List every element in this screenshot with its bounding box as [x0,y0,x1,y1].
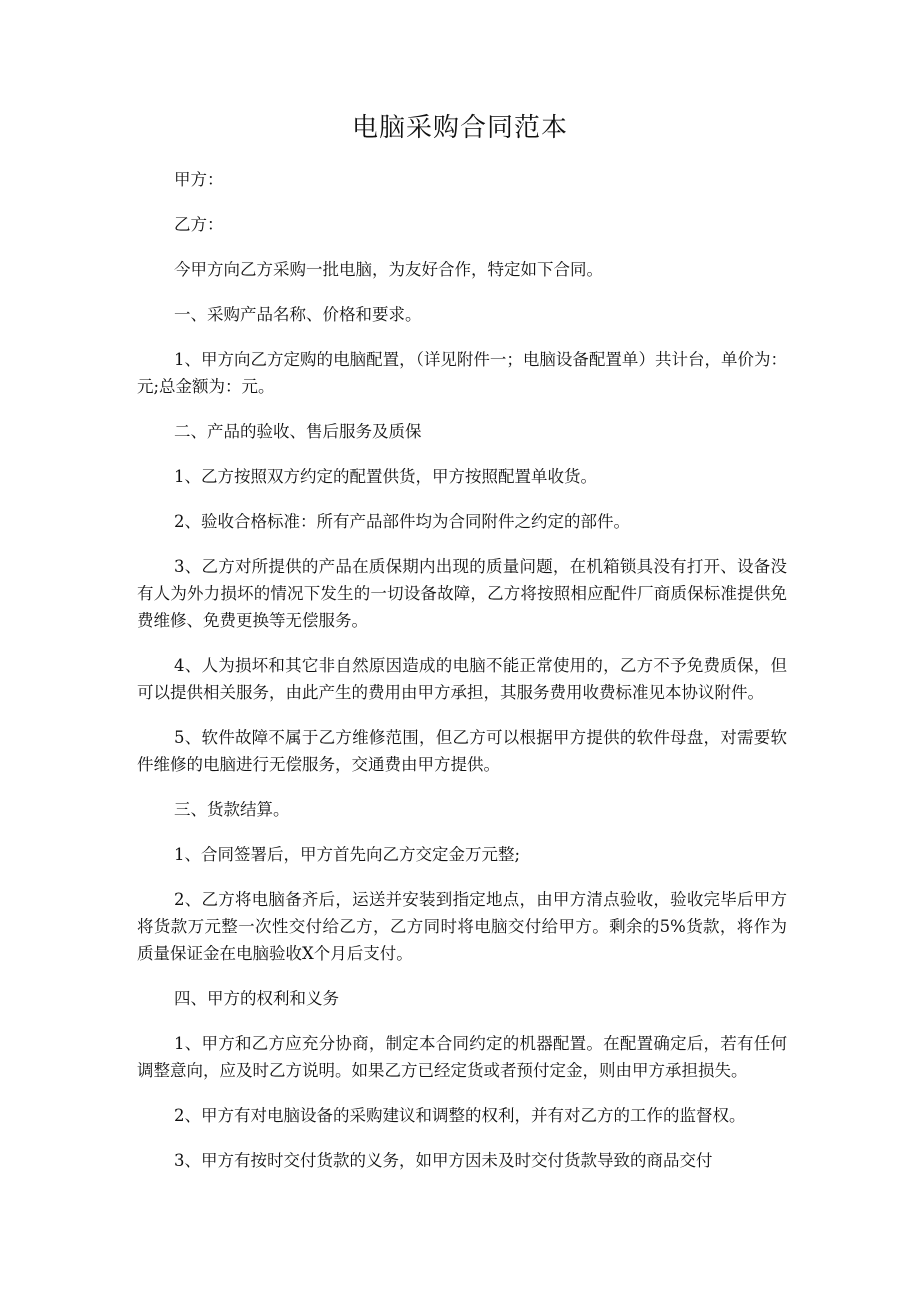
party-a-line: 甲方： [174,170,224,189]
clause-4-2: 2、甲方有对电脑设备的采购建议和调整的权利，并有对乙方的工作的监督权。 [174,1106,746,1125]
preamble-paragraph: 今甲方向乙方采购一批电脑，为友好合作，特定如下合同。 [174,260,603,279]
clause-2-2: 2、验收合格标准：所有产品部件均为合同附件之约定的部件。 [174,512,630,531]
clause-4-1: 1、甲方和乙方应充分协商，制定本合同约定的机器配置。在配置确定后，若有任何调整意向，应及时乙方说明。如果乙方已经定货或者预付定金，则由甲方承担损失。 [137,1034,787,1080]
clause-2-3: 3、乙方对所提供的产品在质保期内出现的质量问题，在机箱锁具没有打开、设备没有人为外力损坏的情况下发生的一切设备故障，乙方将按照相应配件厂商质保标准提供免费维修、免费更换等无偿服务。 [137,557,787,630]
clause-4-3: 3、甲方有按时交付货款的义务，如甲方因未及时交付货款导致的商品交付 [174,1151,713,1170]
clause-3-2: 2、乙方将电脑备齐后，运送并安装到指定地点，由甲方清点验收，验收完毕后甲方将货款万元整一次性交付给乙方，乙方同时将电脑交付给甲方。剩余的5%货款，将作为质量保证金在电脑验收X个月后支付。 [137,890,787,963]
clause-1-1: 1、甲方向乙方定购的电脑配置，（详见附件一；电脑设备配置单）共计台，单价为：元;总金额为：元。 [137,350,787,396]
clause-3-1: 1、合同签署后，甲方首先向乙方交定金万元整; [174,845,521,864]
section-heading-2: 二、产品的验收、售后服务及质保 [174,422,422,441]
section-heading-1: 一、采购产品名称、价格和要求。 [174,305,422,324]
document-title: 电脑采购合同范本 [351,113,568,143]
clause-2-1: 1、乙方按照双方约定的配置供货，甲方按照配置单收货。 [174,467,597,486]
section-heading-3: 三、货款结算。 [174,800,290,819]
clause-2-5: 5、软件故障不属于乙方维修范围，但乙方可以根据甲方提供的软件母盘，对需要软件维修的电脑进行无偿服务，交通费由甲方提供。 [137,728,787,774]
document-body [137,166,787,1174]
section-heading-4: 四、甲方的权利和义务 [174,989,339,1008]
party-b-line: 乙方： [174,215,224,234]
clause-2-4: 4、人为损坏和其它非自然原因造成的电脑不能正常使用的，乙方不予免费质保，但可以提供相关服务，由此产生的费用由甲方承担，其服务费用收费标准见本协议附件。 [137,656,787,702]
